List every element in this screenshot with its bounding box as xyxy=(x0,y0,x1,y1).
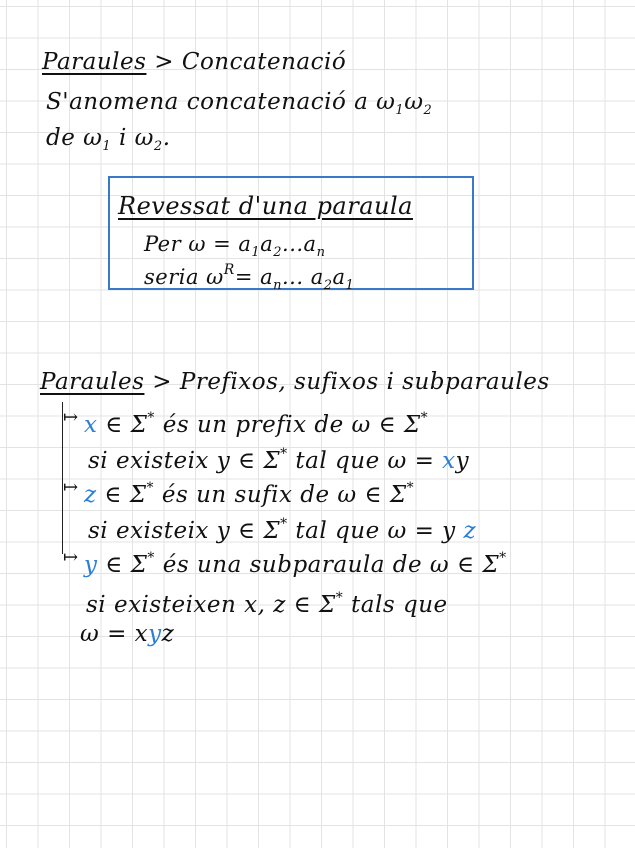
arrow-icon: ↦ xyxy=(63,407,79,428)
text-span: ∈ Σ xyxy=(97,412,148,438)
subscript: n xyxy=(316,245,326,260)
variable-y: y xyxy=(148,621,162,647)
variable-y: y xyxy=(84,552,98,578)
text-span: y xyxy=(455,448,470,474)
superscript: R xyxy=(223,262,235,278)
variable-z: z xyxy=(463,518,477,544)
text-span: seria ω xyxy=(144,265,224,289)
text-span: de ω xyxy=(46,125,103,151)
section2-separator: > xyxy=(152,369,173,395)
section1-title-line xyxy=(42,48,346,76)
subword-def-line1 xyxy=(84,544,507,579)
subscript: n xyxy=(273,278,282,293)
text-span: és un sufix de ω ∈ Σ xyxy=(154,482,407,508)
text-span: a xyxy=(260,232,274,256)
subword-def-line2 xyxy=(86,584,448,619)
superscript: * xyxy=(146,480,155,496)
text-span: = a xyxy=(234,265,274,289)
text-span: tals que xyxy=(343,592,448,618)
variable-x: x xyxy=(84,412,98,438)
suffix-def-line1 xyxy=(84,474,414,509)
prefix-def-line2 xyxy=(88,440,469,475)
superscript: * xyxy=(280,516,288,532)
section2-title-line xyxy=(40,368,550,396)
subscript: 2 xyxy=(273,245,283,260)
section1-separator: > xyxy=(154,49,175,75)
text-span: a xyxy=(332,265,346,289)
section1-line1 xyxy=(46,88,432,125)
subword-def-line3 xyxy=(80,620,174,648)
text-span: Per ω = a xyxy=(144,232,252,256)
text-span: . xyxy=(162,125,171,151)
section1-line2 xyxy=(46,124,171,161)
superscript: * xyxy=(420,410,429,426)
subscript: 1 xyxy=(395,103,405,118)
variable-x: x xyxy=(442,448,456,474)
text-span: ∈ Σ xyxy=(96,482,147,508)
superscript: * xyxy=(499,550,507,566)
text-span: ω xyxy=(404,89,424,115)
text-span: ... a xyxy=(282,265,324,289)
superscript: * xyxy=(280,446,288,462)
arrow-icon: ↦ xyxy=(63,547,79,568)
subscript: 1 xyxy=(102,139,112,154)
superscript: * xyxy=(335,590,344,606)
text-span: si existeix y ∈ Σ xyxy=(88,518,281,544)
section1-heading: Paraules xyxy=(42,49,147,75)
variable-z: z xyxy=(84,482,97,508)
prefix-def-line1 xyxy=(84,404,428,439)
subscript: 1 xyxy=(251,245,261,260)
text-span: S'anomena concatenació a ω xyxy=(46,89,396,115)
text-span: tal que ω = xyxy=(287,448,443,474)
section2-topic: Prefixos, sufixos i subparaules xyxy=(179,369,550,395)
text-span: i ω xyxy=(111,125,154,151)
section1-topic: Concatenació xyxy=(181,49,347,75)
suffix-def-line2 xyxy=(88,510,476,545)
subscript: 1 xyxy=(345,278,355,293)
text-span: si existeixen x, z ∈ Σ xyxy=(86,592,336,618)
box-title: Revessat d'una paraula xyxy=(118,192,413,220)
text-span: ω = x xyxy=(80,621,149,647)
section2-heading: Paraules xyxy=(40,369,145,395)
arrow-icon: ↦ xyxy=(63,477,79,498)
box-line2 xyxy=(144,256,354,300)
subscript: 2 xyxy=(423,103,433,118)
text-span: z xyxy=(161,621,175,647)
subscript: 2 xyxy=(153,139,163,154)
text-span: tal que ω = y xyxy=(287,518,464,544)
superscript: * xyxy=(147,410,155,426)
text-span: ...a xyxy=(282,232,317,256)
text-span: és un prefix de ω ∈ Σ xyxy=(154,412,421,438)
box-title-line xyxy=(118,192,413,220)
text-span: ∈ Σ xyxy=(97,552,148,578)
superscript: * xyxy=(147,550,155,566)
subscript: 2 xyxy=(323,278,333,293)
text-span: és una subparaula de ω ∈ Σ xyxy=(154,552,500,578)
text-span: si existeix y ∈ Σ xyxy=(88,448,281,474)
superscript: * xyxy=(406,480,415,496)
